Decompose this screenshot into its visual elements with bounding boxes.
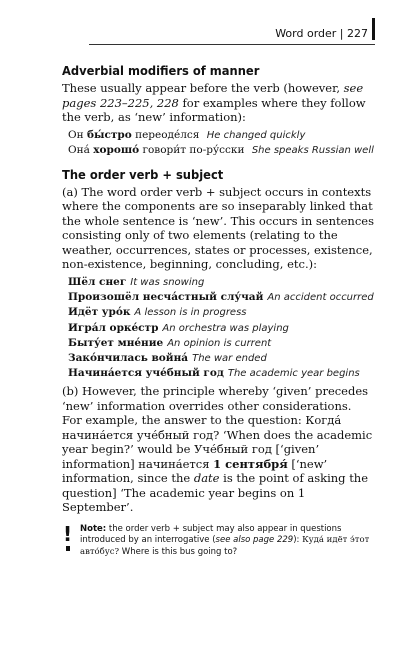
note-text: the order verb + subject may also appear in questions introduced by an interrogative (	[80, 523, 342, 546]
english-translation: He changed quickly	[206, 129, 306, 141]
russian-example: Он бы́стро переоде́лся	[68, 128, 200, 141]
text-run: [‘new’ information, since the	[62, 456, 328, 486]
text-run: is the point of asking the question] ‘The academic year begins on 1 September’.	[62, 471, 369, 515]
example-row	[68, 290, 374, 305]
text-run: for examples where they follow the verb, as ‘new’ information):	[62, 95, 366, 124]
header-rule	[89, 44, 375, 45]
running-header	[275, 26, 375, 40]
header-bar	[372, 18, 375, 40]
note-russian: Куда́ идёт э́тот авто́бус?	[80, 535, 370, 557]
note-reference: see also page 229	[215, 535, 294, 546]
russian-example: Шёл снег	[68, 275, 127, 288]
example-row	[68, 336, 374, 351]
english-translation: A lesson is in progress	[134, 307, 247, 319]
note-label: Note:	[80, 523, 107, 534]
exclamation-icon: !	[63, 521, 73, 546]
example-row	[68, 143, 374, 158]
russian-example: Зако́нчилась война́	[68, 351, 189, 364]
text-run: (b) However, the principle whereby ‘given’ precedes ‘new’ information overrides other considerations. For example, the answer to the question: Когда́ начина́ется уче́бный год? ‘When does the academic year begin?’ would be Уче́бный год [‘given’ information] начина́ется	[62, 384, 373, 471]
russian-example: Быту́ет мне́ние	[68, 336, 164, 349]
text-run: These usually appear before the verb (however,	[62, 81, 344, 95]
english-translation: An accident occurred	[267, 292, 374, 304]
example-list-adverbial	[62, 128, 374, 158]
section-paragraph-adverbial	[62, 81, 374, 125]
english-translation: She speaks Russian well	[251, 144, 374, 156]
english-translation: The war ended	[192, 352, 267, 364]
example-list-verb-subject	[62, 275, 374, 381]
english-translation: An opinion is current	[167, 337, 272, 349]
note-box	[62, 521, 374, 559]
running-head-text: Word order | 227	[275, 27, 368, 40]
russian-example: Игра́л орке́стр	[68, 321, 159, 334]
note-translation: Where is this bus going to?	[119, 546, 238, 557]
note-text: ):	[293, 535, 303, 546]
example-row	[68, 128, 374, 143]
page-body	[62, 63, 374, 558]
english-translation: The academic year begins	[227, 368, 360, 380]
date-bold: 1 сентября́	[213, 456, 288, 471]
russian-example: Произошёл несча́стный слу́чай	[68, 291, 264, 304]
russian-example: Она́ хорошо́ говори́т по-ру́сски	[68, 143, 245, 156]
section-heading-adverbial: Adverbial modifiers of manner	[62, 63, 260, 78]
section-paragraph-a: (a) The word order verb + subject occurs in contexts where the components are so inseparably linked that the whole sentence is ‘new’. This occurs in sentences consisting only of two elements (relating to the weather, occurrences, states or processes, existence, non-existence, beginning, concluding, etc.):	[62, 184, 374, 272]
example-row	[68, 366, 374, 381]
example-row	[68, 321, 374, 336]
section-paragraph-b	[62, 384, 374, 515]
english-translation: It was snowing	[130, 276, 205, 288]
russian-example: Начина́ется уче́бный год	[68, 367, 224, 380]
example-row	[68, 351, 374, 366]
emphasis: date	[193, 471, 220, 486]
page-reference: see pages 223–225, 228	[62, 81, 364, 110]
section-heading-verb-subject: The order verb + subject	[62, 166, 224, 182]
english-translation: An orchestra was playing	[162, 322, 289, 334]
russian-example: Идёт уро́к	[68, 306, 131, 319]
example-row	[68, 305, 374, 320]
example-row	[68, 275, 374, 290]
